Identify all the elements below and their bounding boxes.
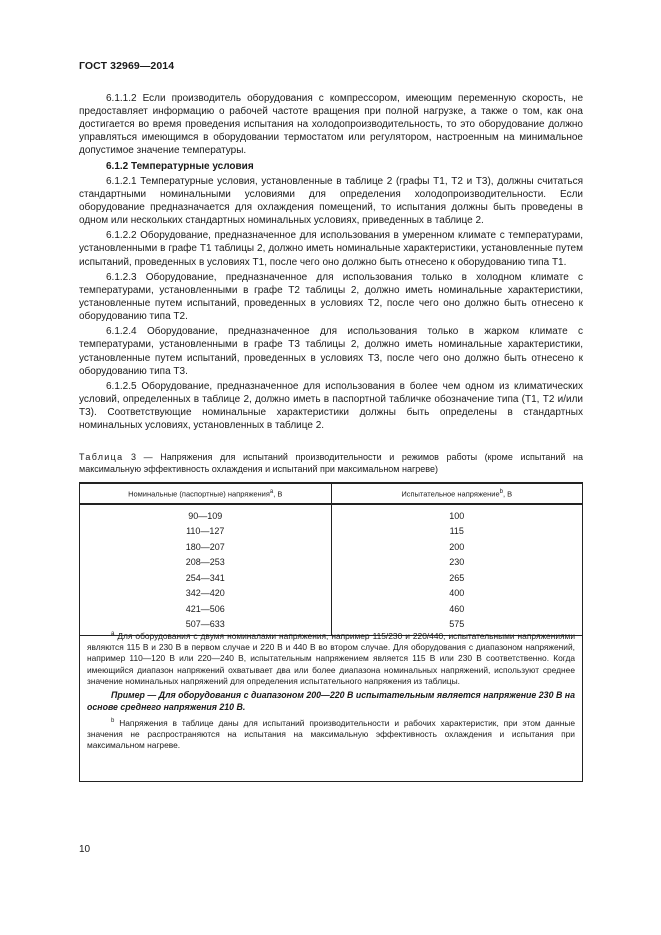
- main-text: [79, 92, 583, 434]
- page-number: 10: [79, 844, 91, 855]
- table-footnotes: [79, 625, 583, 782]
- table-row: [80, 570, 583, 586]
- paragraph-text: Температурные условия, установленные в таблице 2 (графы Т1, Т2 и Т3), должны считаться стандартными номинальными условиями для определения холодопроизводительности. Если оборудование предназначается для охлаждения помещений, то испытания должны быть проведены в одном или нескольких стандартных номинальных условиях, приведенных в таблице 2.: [79, 175, 584, 227]
- rated-voltage-cell: 254—341: [80, 570, 332, 586]
- table-row: [80, 586, 583, 602]
- rated-voltage-cell: 180—207: [80, 539, 332, 555]
- paragraph-6-1-1-2: 6.1.1.2 Если производитель оборудования с компрессором, имеющим переменную скорость, не предоставляет информацию о рабочей частоте вращения при полной нагрузке, а также о том, как она достигается во время проведения испытания на холодопроизводительность, то это оборудование должно управляться имеющимся в оборудовании термостатом или регулятором, настроенным на минимальное допустимое значение температуры.: [79, 93, 583, 157]
- footnote-a: [87, 629, 575, 687]
- test-voltage-cell: 115: [331, 524, 583, 540]
- footnote-a-text: Для оборудования с двумя номиналами напряжения, например 115/230 и 220/440, испытательными напряжениями являются 115 В и 230 В в первом случае и 220 В и 440 В во втором случае. Для оборудования с диапазоном напряжений, например 110—120 В или 220—240 В, испытательным напряжением является 115 В или 230 В соответственно. Когда имеющийся диапазон напряжений охватывает два или более диапазона номинальных напряжений, используют среднее значение номинальных напряжений для определения испытательного напряжения из таблицы.: [87, 630, 575, 686]
- paragraph-number: 6.1.2.1: [106, 175, 137, 187]
- test-voltage-cell: 460: [331, 601, 583, 617]
- footnote-b-text: Напряжения в таблице даны для испытаний производительности и рабочих характеристик, при этом данные значения не распространяются на испытания на максимальную эффективность охлаждения и испытания при максимальном нагреве.: [87, 717, 575, 751]
- footnote-example: Пример — Для оборудования с диапазоном 200—220 В испытательным является напряжение 230 В на основе среднего напряжения 210 В.: [87, 690, 575, 712]
- table-row: [80, 601, 583, 617]
- paragraph-6-1-2-5: 6.1.2.5 Оборудование, предназначенное для использования в более чем одном из климатических условий, определенных в таблице 2, должно иметь в паспортной табличке обозначение типа (Т1, Т2 и/или Т3). Соответствующие номинальные характеристики должны быть определены в стандартных номинальных условиях, установленных в таблице 2.: [79, 380, 583, 432]
- table-header-row: [80, 483, 583, 504]
- paragraph-6-1-2-3: 6.1.2.3 Оборудование, предназначенное для использования только в холодном климате с температурами, установленными в графе Т2 таблицы 2, должно иметь номинальные характеристики, установленные путем испытаний, проведенных в условиях Т2, после чего оно должно быть отнесено к оборудованию типа Т2.: [79, 271, 583, 323]
- rated-voltage-cell: 342—420: [80, 586, 332, 602]
- test-voltage-cell: 400: [331, 586, 583, 602]
- table-caption-text: 3 — Напряжения для испытаний производительности и режимов работы (кроме испытаний на максимальную эффективность охлаждения и испытаний при максимальном нагреве): [79, 452, 583, 474]
- table-caption-label: Таблица: [79, 452, 124, 462]
- test-voltage-cell: 200: [331, 539, 583, 555]
- document-header: ГОСТ 32969—2014: [79, 60, 175, 72]
- table-row: [80, 539, 583, 555]
- footnote-b: [87, 716, 575, 752]
- column-header-test-voltage: Испытательное напряжение$^b$, В: [331, 483, 583, 504]
- test-voltage-cell: 575: [331, 617, 583, 636]
- footnote-b-mark: b: [111, 717, 115, 724]
- table-row: [80, 524, 583, 540]
- table-row: [80, 555, 583, 571]
- rated-voltage-cell: 90—109: [80, 504, 332, 524]
- paragraph-6-1-2-1: [79, 175, 583, 227]
- test-voltage-cell: 230: [331, 555, 583, 571]
- table-caption: [79, 452, 583, 475]
- column-header-rated-voltage: Номинальные (паспортные) напряжения$^a$, В: [80, 483, 332, 504]
- voltage-table: [79, 482, 583, 636]
- paragraph-6-1-2-4: 6.1.2.4 Оборудование, предназначенное для использования только в жарком климате с температурами, установленными в графе Т3 таблицы 2, должно иметь номинальные характеристики, установленные путем испытаний, проведенных в условиях Т3, после чего оно должно быть отнесено к оборудованию типа Т3.: [79, 326, 583, 377]
- rated-voltage-cell: 208—253: [80, 555, 332, 571]
- footnote-a-mark: a: [111, 631, 115, 637]
- rated-voltage-cell: 507—633: [80, 617, 332, 636]
- test-voltage-cell: 100: [331, 504, 583, 524]
- section-title: 6.1.2 Температурные условия: [106, 160, 254, 172]
- test-voltage-cell: 265: [331, 570, 583, 586]
- paragraph-6-1-2-2: 6.1.2.2 Оборудование, предназначенное для использования в умеренном климате с температурами, установленными в графе Т1 таблицы 2, должно иметь номинальные характеристики, установленные путем испытаний, проведенных в условиях Т1, после чего оно должно быть отнесено к оборудованию типа Т1.: [79, 230, 583, 268]
- rated-voltage-cell: 421—506: [80, 601, 332, 617]
- table-row: [80, 504, 583, 524]
- rated-voltage-cell: 110—127: [80, 524, 332, 540]
